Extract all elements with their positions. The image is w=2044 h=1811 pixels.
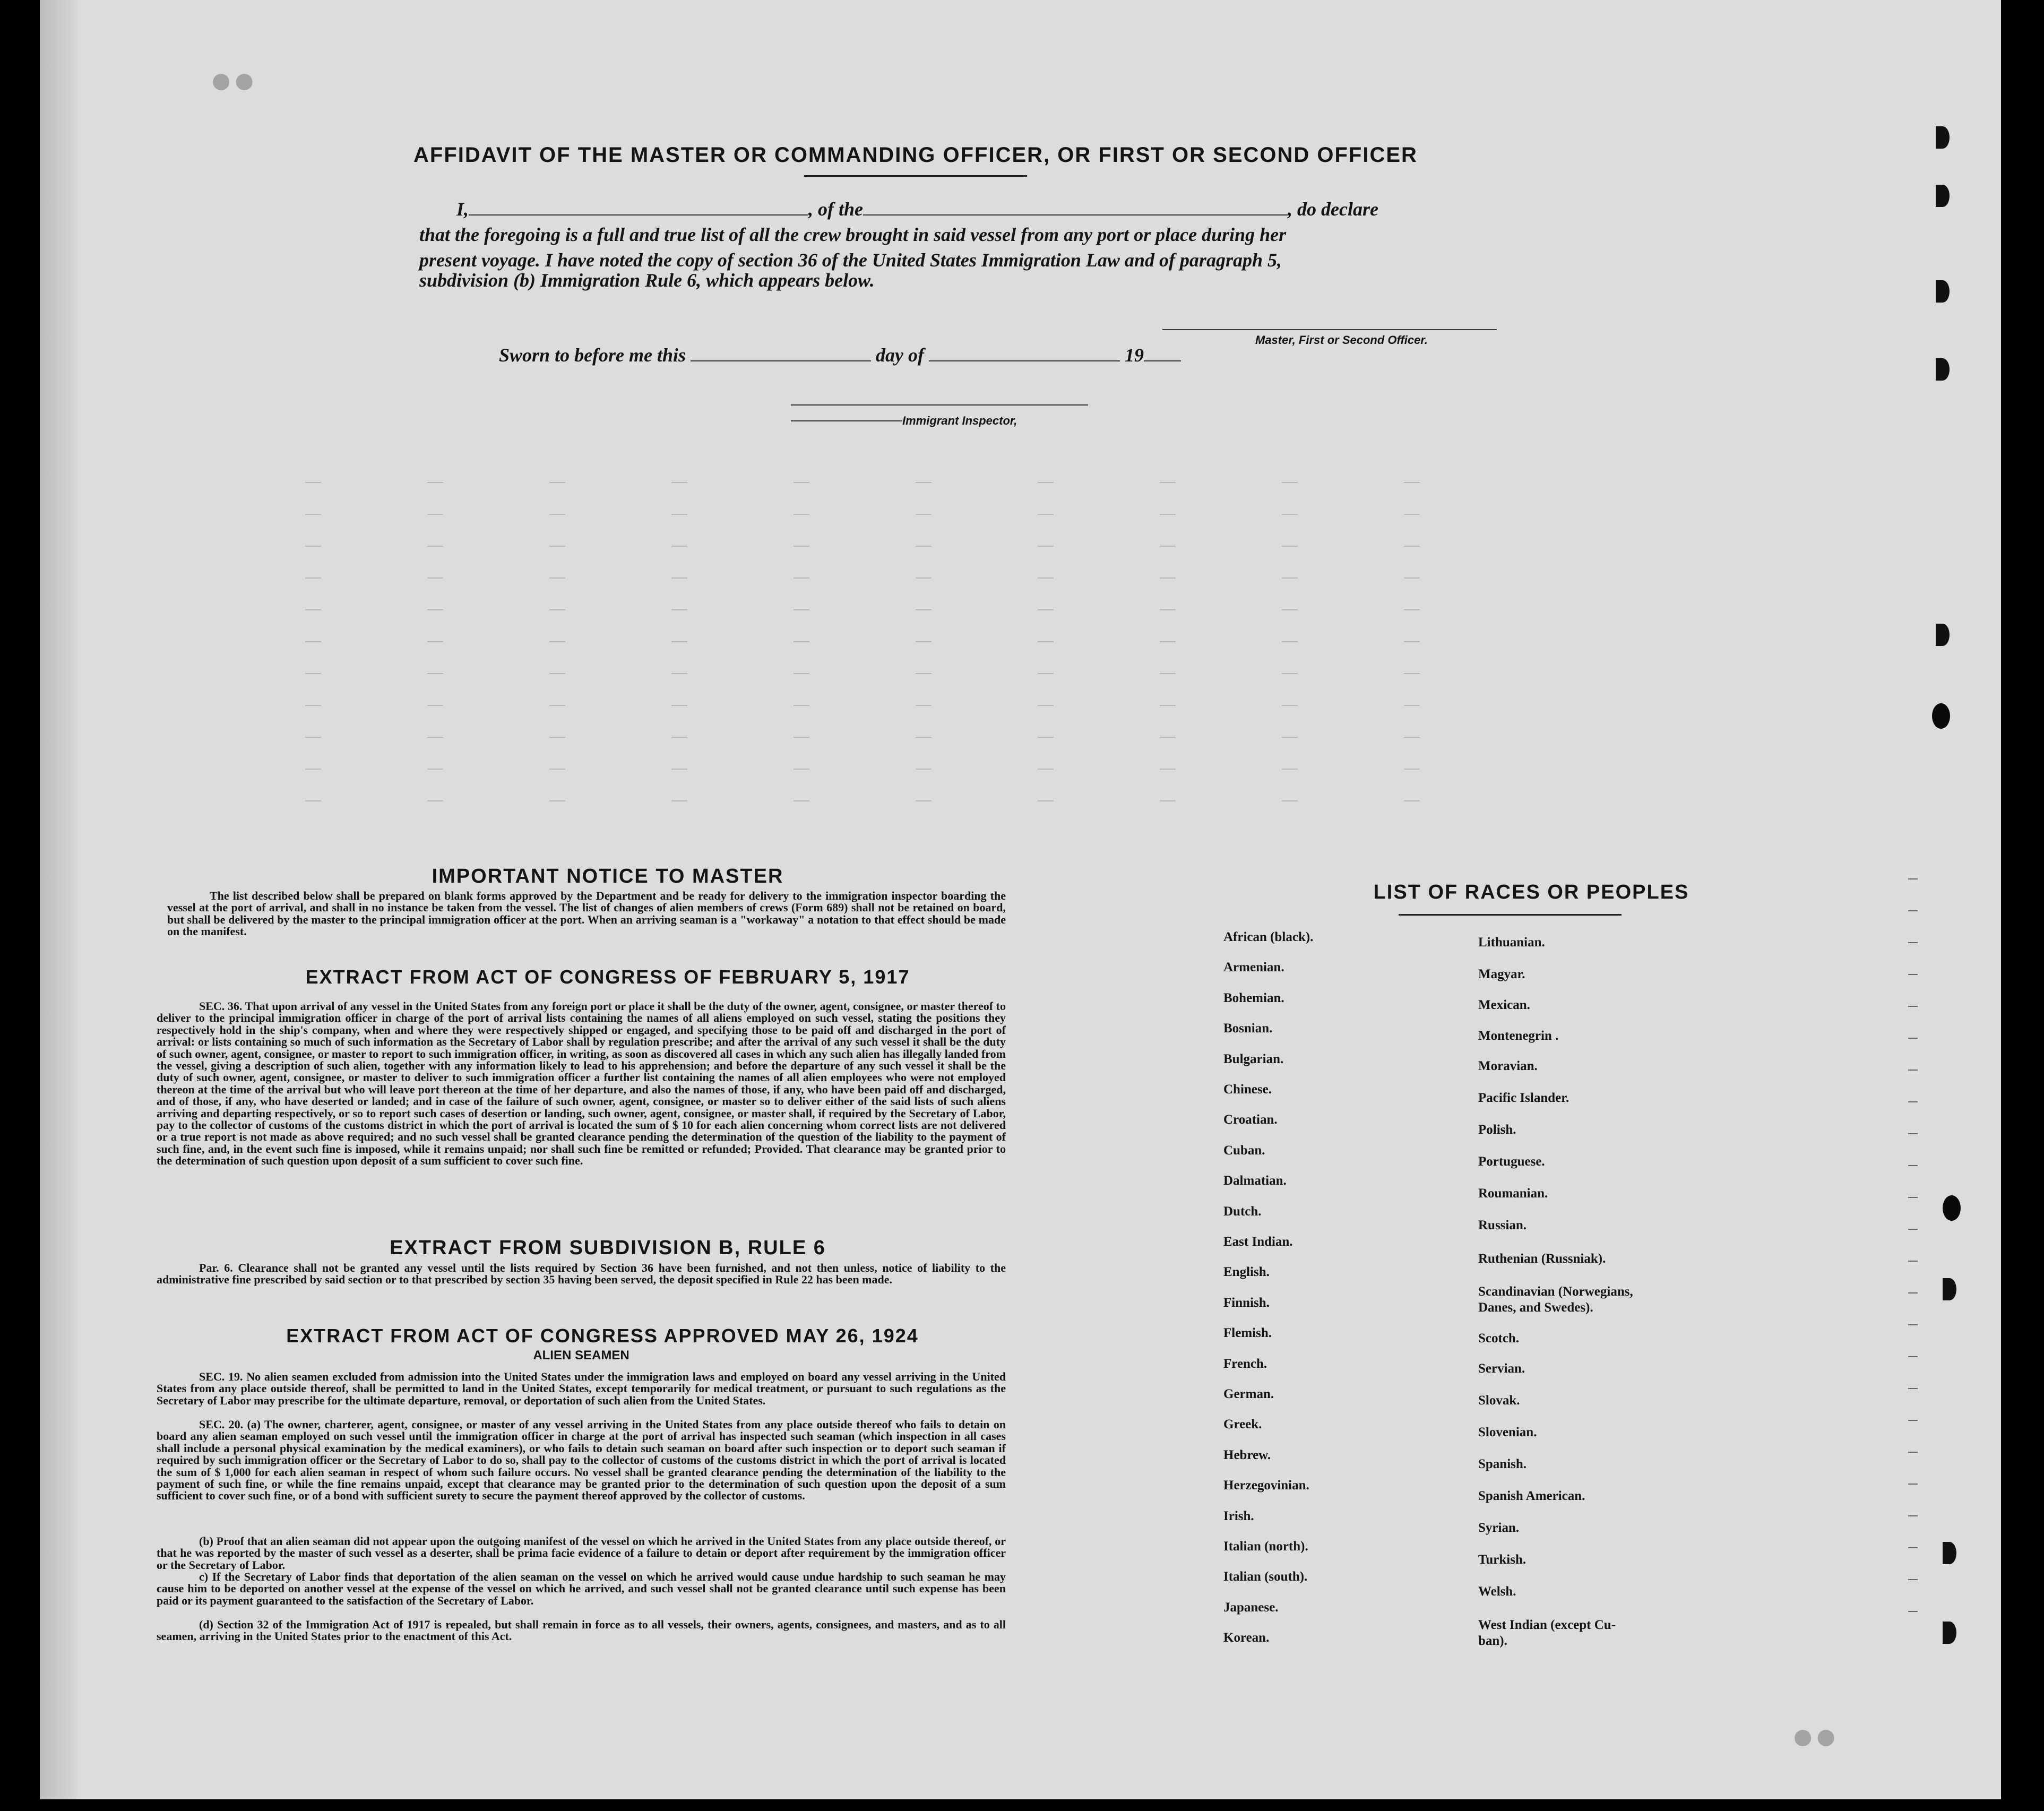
race-item: East Indian. (1223, 1235, 1293, 1249)
inspector-label: Immigrant Inspector, (902, 414, 1017, 427)
margin-dash (1908, 1356, 1918, 1357)
extract-1917-text: SEC. 36. That upon arrival of any vessel in the United States from any foreign port or place it shall be the duty of the owner, agent, consignee, or master thereof to deliver to the principal immigration officer in charge of the port of arrival lists containing the names of all aliens employed on such vessel, stating the positions they respectively hold in the ship's company, when and where they were respectively shipped or engaged, and specifying those to be paid off and discharged in the port of arrival: or lists containing so much of such information as the Secretary of Labor shall by regulation prescribe; and after the arrival of any such vessel it shall be the duty of such owner, agent, consignee, or master to report to such immigration officer, in writing, as soon as discovered all cases in which any such alien has illegally landed from the vessel, giving a description of such alien, together with any information likely to lead to his apprehension; and before the departure of any such vessel it shall be the duty of such owner, agent, consignee, or master to deliver to such immigration officer a further list containing the names of all alien employees who were not employed thereon at the time of the arrival but who will leave port thereon at the time of her departure, and also the names of those, if any, who have been paid off and discharged, and of those, if any, who have deserted or landed; and in case of the failure of such owner, agent, consignee, or master so to deliver either of the said lists of such aliens arriving and departing respectively, or so to report such cases of desertion or landing, such owner, agent, consignee, or master shall, if required by the Secretary of Labor, pay to the collector of customs of the customs district in which the port of arrival is located the sum of $ 10 for each alien concerning whom correct lists are not delivered or a true report is not made as above required; and no such vessel shall be granted clearance pending the determination of the question of the liability to the payment of such fine, and, in the event such fine is imposed, while it remains unpaid; nor shall such fine be remitted or refunded; Provided. That clearance may be granted prior to the determination of such question upon deposit of a sum sufficient to cover such fine. (157, 999, 1006, 1168)
margin-dash (1908, 1292, 1918, 1293)
race-item: African (black). (1223, 930, 1314, 944)
race-item: Greek. (1223, 1417, 1262, 1432)
race-item: Roumanian. (1478, 1186, 1548, 1201)
sec20c-text: c) If the Secretary of Labor finds that deportation of the alien seaman on the vessel on which he arrived would cause undue hardship to such seaman he may cause him to be deported on another vessel at the expense of the vessel on which he arrived, and such vessel shall not be granted clearance until such expense has been paid or its payment guaranteed to the satisfaction of the Secretary of Labor. (157, 1570, 1006, 1607)
i-label: I, (456, 199, 469, 220)
race-item: Spanish. (1478, 1457, 1527, 1471)
race-item: Slovenian. (1478, 1425, 1537, 1439)
race-item: Bosnian. (1223, 1021, 1273, 1036)
races-title: LIST OF RACES OR PEOPLES (1373, 881, 1689, 903)
notice-title: IMPORTANT NOTICE TO MASTER (432, 865, 784, 887)
margin-dash (1908, 1229, 1918, 1230)
race-item: Spanish American. (1478, 1489, 1585, 1503)
binder-hole (1943, 1622, 1956, 1644)
extract-1924-title: EXTRACT FROM ACT OF CONGRESS APPROVED MAY 26, 1924 (286, 1325, 919, 1347)
declaration-line-3: present voyage. I have noted the copy of section 36 of the United States Immigration Law and of paragraph 5, (419, 249, 1282, 271)
binder-hole (1936, 624, 1950, 646)
margin-dash (1908, 1165, 1918, 1166)
binder-hole (1936, 280, 1950, 303)
race-item: Flemish. (1223, 1326, 1272, 1341)
margin-dash (1908, 1324, 1918, 1325)
sworn-day-field[interactable] (691, 342, 871, 361)
margin-dash (1908, 1006, 1918, 1007)
race-item: Magyar. (1478, 967, 1525, 981)
margin-dash (1908, 1420, 1918, 1421)
signature-line[interactable] (1162, 329, 1497, 330)
margin-dash (1908, 1515, 1918, 1516)
declaration-line-4: subdivision (b) Immigration Rule 6, which appears below. (419, 270, 875, 291)
binder-hole (1936, 358, 1950, 381)
race-item: Italian (north). (1223, 1539, 1308, 1554)
bleed-through-marks (305, 451, 1473, 823)
race-item: Syrian. (1478, 1521, 1520, 1535)
margin-dash (1908, 1579, 1918, 1580)
signature-label: Master, First or Second Officer. (1255, 333, 1428, 347)
race-item: Ruthenian (Russniak). (1478, 1252, 1606, 1266)
alien-seamen-subtitle: ALIEN SEAMEN (533, 1348, 629, 1362)
margin-dash (1908, 1452, 1918, 1453)
race-item: Scotch. (1478, 1331, 1520, 1346)
margin-dash (1908, 1261, 1918, 1262)
race-item: Mexican. (1478, 998, 1530, 1012)
margin-dash (1908, 974, 1918, 975)
race-item: Japanese. (1223, 1600, 1279, 1615)
race-item: German. (1223, 1387, 1274, 1401)
margin-dash (1908, 1038, 1918, 1039)
sworn-year-field[interactable] (1144, 342, 1181, 361)
declaration-line-1 (419, 196, 1499, 222)
sworn-line (499, 342, 1181, 366)
extract-1917-title: EXTRACT FROM ACT OF CONGRESS OF FEBRUARY 5, 1917 (305, 966, 910, 988)
binder-hole (1943, 1278, 1956, 1300)
binder-hole (1943, 1195, 1961, 1221)
race-item: Dutch. (1223, 1204, 1262, 1219)
margin-dash (1908, 1197, 1918, 1198)
race-item: Turkish. (1478, 1553, 1526, 1567)
vessel-field[interactable] (863, 196, 1288, 215)
margin-dash (1908, 878, 1918, 879)
race-item: Croatian. (1223, 1113, 1278, 1127)
sec19-text: SEC. 19. No alien seamen excluded from admission into the United States under the immigration laws and employed on board any vessel arriving in the United States from any place outside thereof, shall be permitted to land in the United States, except temporarily for medical treatment, or pursuant to such regulations as the Secretary of Labor may prescribe for the ultimate departure, removal, or deportation of such alien from the United States. (157, 1370, 1006, 1407)
binder-hole (1936, 185, 1950, 207)
race-item: Irish. (1223, 1508, 1254, 1523)
race-item: Finnish. (1223, 1295, 1270, 1310)
margin-dash (1908, 1547, 1918, 1548)
race-item: Polish. (1478, 1123, 1516, 1137)
rule6-title: EXTRACT FROM SUBDIVISION B, RULE 6 (390, 1237, 826, 1259)
inspector-line[interactable] (791, 404, 1088, 406)
margin-dash (1908, 1611, 1918, 1612)
manifest-page (40, 0, 2001, 1799)
sec20a-text: SEC. 20. (a) The owner, charterer, agent, consignee, or master of any vessel arriving in the United States from any place outside thereof who fails to detain on board any alien seaman employed on such vessel until the immigration officer in charge at the port of arrival has inspected such seaman (which inspection in all cases shall include a personal physical examination by the medical examiners), or who fails to detain such seaman on board after such inspection or to deport such seaman if required by such immigration officer or the Secretary of Labor to do so, shall pay to the collector of customs of the customs district in which the port of arrival is located the sum of $ 1,000 for each alien seaman in respect of whom such failure occurs. No vessel shall be granted clearance pending the determination of the liability to the payment of such fine, or while the fine remains unpaid, except that clearance may be granted prior to the determination of such question upon the deposit of a sum sufficient to cover such fine, or of a bond with sufficient surety to secure the payment thereof approved by the collector of customs. (157, 1418, 1006, 1503)
race-item: Italian (south). (1223, 1569, 1308, 1584)
sec20b-text: (b) Proof that an alien seaman did not appear upon the outgoing manifest of the vessel on which he arrived in the United States from any place outside thereof, or that he was reported by the master of such vessel as a deserter, shall be prima facie evidence of a failure to detain or deport after requirement by the immigration officer or the Secretary of Labor. (157, 1534, 1006, 1572)
race-item: Scandinavian (Norwegians, (1478, 1284, 1633, 1299)
race-item: English. (1223, 1265, 1270, 1280)
margin-dash (1908, 1484, 1918, 1485)
year-label: 19 (1125, 344, 1144, 366)
race-item: Moravian. (1478, 1059, 1538, 1073)
margin-dash (1908, 1070, 1918, 1071)
margin-dash (1908, 1101, 1918, 1102)
binder-hole (1943, 1542, 1956, 1564)
race-item: Armenian. (1223, 960, 1284, 975)
of-the-label: , of the (808, 199, 864, 220)
race-item: Montenegrin . (1478, 1029, 1559, 1043)
affidavit-title: AFFIDAVIT OF THE MASTER OR COMMANDING OFFICER, OR FIRST OR SECOND OFFICER (413, 143, 1418, 167)
race-item: Pacific Islander. (1478, 1091, 1569, 1105)
race-item: Servian. (1478, 1361, 1525, 1376)
binder-hole (1932, 703, 1950, 729)
race-item: Slovak. (1478, 1393, 1520, 1408)
stamp-mark-top: ●● (210, 59, 256, 101)
margin-dash (1908, 1133, 1918, 1134)
race-item: Portuguese. (1478, 1154, 1545, 1169)
race-item: Herzegovinian. (1223, 1478, 1309, 1493)
rule6-text: Par. 6. Clearance shall not be granted any vessel until the lists required by Section 36 have been furnished, and not then unless, notice of liability to the administrative fine prescribed by said section or to that prescribed by section 35 having been served, the deposit specified in Rule 22 has been made. (157, 1261, 1006, 1287)
race-item: Danes, and Swedes). (1478, 1300, 1593, 1315)
race-item: Welsh. (1478, 1584, 1516, 1599)
race-item: Bulgarian. (1223, 1051, 1284, 1066)
day-of-label: day of (876, 344, 925, 366)
race-item: West Indian (except Cu- (1478, 1618, 1616, 1632)
margin-dash (1908, 942, 1918, 943)
name-field[interactable] (469, 196, 808, 215)
title-divider (804, 175, 1027, 177)
sec20d-text: (d) Section 32 of the Immigration Act of 1917 is repealed, but shall remain in force as to all vessels, their owners, agents, consignees, and masters, and as to all seamen, arriving in the United States prior to the enactment of this Act. (157, 1618, 1006, 1643)
races-title-divider (1399, 914, 1622, 916)
margin-dash (1908, 1388, 1918, 1389)
race-item: Cuban. (1223, 1143, 1265, 1158)
notice-text: The list described below shall be prepared on blank forms approved by the Department and be ready for delivery to the immigration inspector boarding the vessel at the port of arrival, and shall in no instance be taken from the vessel. The list of changes of alien members of crews (Form 689) shall not be retained on board, but shall be delivered by the master to the principal immigration officer at the port. When an arriving seaman is a "workaway" a notation to that effect should be made on the manifest. (167, 889, 1006, 938)
race-item: Korean. (1223, 1631, 1270, 1645)
sworn-label: Sworn to before me this (499, 344, 686, 366)
race-item: Lithuanian. (1478, 935, 1545, 950)
binder-hole (1936, 126, 1950, 149)
stamp-mark-bottom: ●● (1791, 1715, 1838, 1757)
sworn-month-field[interactable] (929, 342, 1120, 361)
race-item: Bohemian. (1223, 990, 1284, 1005)
race-item: French. (1223, 1356, 1267, 1371)
page-edge-shadow (40, 0, 77, 1799)
margin-dash (1908, 910, 1918, 911)
race-item: Hebrew. (1223, 1447, 1271, 1462)
do-declare-label: , do declare (1288, 199, 1378, 220)
inspector-line-lower (791, 420, 902, 421)
race-item: Dalmatian. (1223, 1174, 1287, 1188)
race-item: ban). (1478, 1634, 1507, 1648)
declaration-line-2: that the foregoing is a full and true list of all the crew brought in said vessel from any port or place during her (419, 224, 1287, 245)
race-item: Chinese. (1223, 1082, 1272, 1097)
race-item: Russian. (1478, 1218, 1527, 1232)
